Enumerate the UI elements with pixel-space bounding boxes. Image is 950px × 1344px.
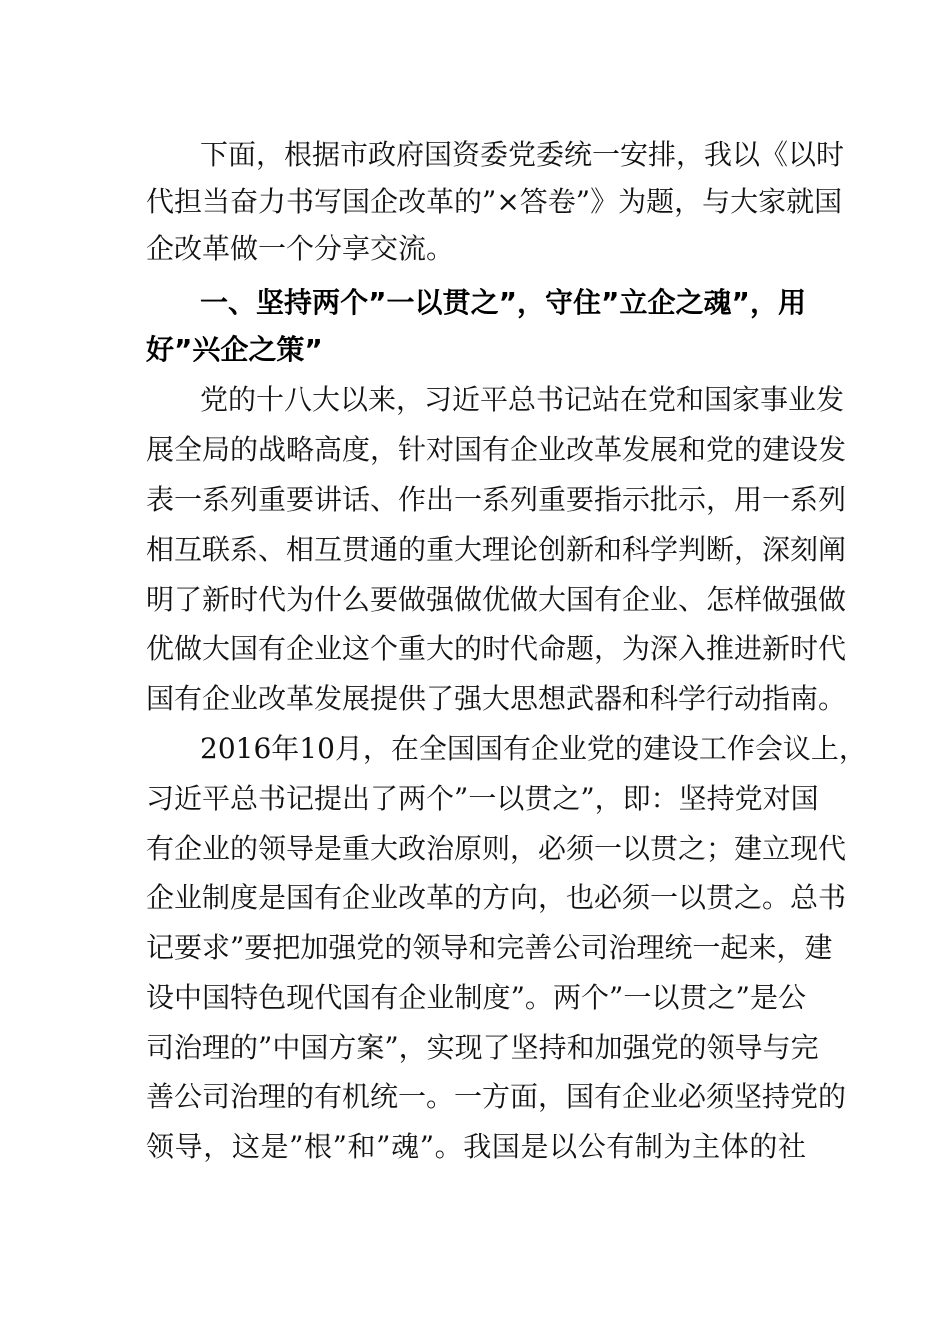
paragraph-2-line-1: 党的十八大以来，习近平总书记站在党和国家事业发 bbox=[200, 383, 845, 416]
paragraph-2-line-7: 国有企业改革发展提供了强大思想武器和科学行动指南。 bbox=[146, 682, 847, 715]
section-heading-line-1: 一、坚持两个”一以贯之”，守住”立企之魂”，用 bbox=[200, 286, 806, 319]
paragraph-3-line-1: 2016年10月，在全国国有企业党的建设工作会议上， bbox=[200, 732, 867, 765]
paragraph-3-line-4: 企业制度是国有企业改革的方向，也必须一以贯之。总书 bbox=[146, 881, 847, 914]
paragraph-2-line-6: 优做大国有企业这个重大的时代命题，为深入推进新时代 bbox=[146, 632, 847, 665]
paragraph-1-line-1: 下面，根据市政府国资委党委统一安排，我以《以时 bbox=[200, 138, 845, 171]
paragraph-2-line-2: 展全局的战略高度，针对国有企业改革发展和党的建设发 bbox=[146, 433, 847, 466]
paragraph-3-line-9: 领导，这是”根”和”魂”。我国是以公有制为主体的社 bbox=[146, 1130, 806, 1163]
paragraph-3-line-5: 记要求”要把加强党的领导和完善公司治理统一起来，建 bbox=[146, 931, 833, 964]
paragraph-3-line-2: 习近平总书记提出了两个”一以贯之”，即：坚持党对国 bbox=[146, 782, 819, 815]
paragraph-3-line-8: 善公司治理的有机统一。一方面，国有企业必须坚持党的 bbox=[146, 1080, 847, 1113]
paragraph-3-line-3: 有企业的领导是重大政治原则，必须一以贯之；建立现代 bbox=[146, 832, 847, 865]
paragraph-2-line-5: 明了新时代为什么要做强做优做大国有企业、怎样做强做 bbox=[146, 583, 847, 616]
paragraph-1-line-3: 企改革做一个分享交流。 bbox=[146, 232, 455, 265]
paragraph-3-line-6: 设中国特色现代国有企业制度”。两个”一以贯之”是公 bbox=[146, 981, 806, 1014]
paragraph-1-line-2: 代担当奋力书写国企改革的”×答卷”》为题，与大家就国 bbox=[146, 185, 843, 218]
paragraph-2-line-3: 表一系列重要讲话、作出一系列重要指示批示，用一系列 bbox=[146, 483, 847, 516]
paragraph-2-line-4: 相互联系、相互贯通的重大理论创新和科学判断，深刻阐 bbox=[146, 533, 847, 566]
paragraph-3-line-7: 司治理的”中国方案”，实现了坚持和加强党的领导与完 bbox=[146, 1031, 819, 1064]
section-heading-line-2: 好”兴企之策” bbox=[146, 333, 323, 366]
